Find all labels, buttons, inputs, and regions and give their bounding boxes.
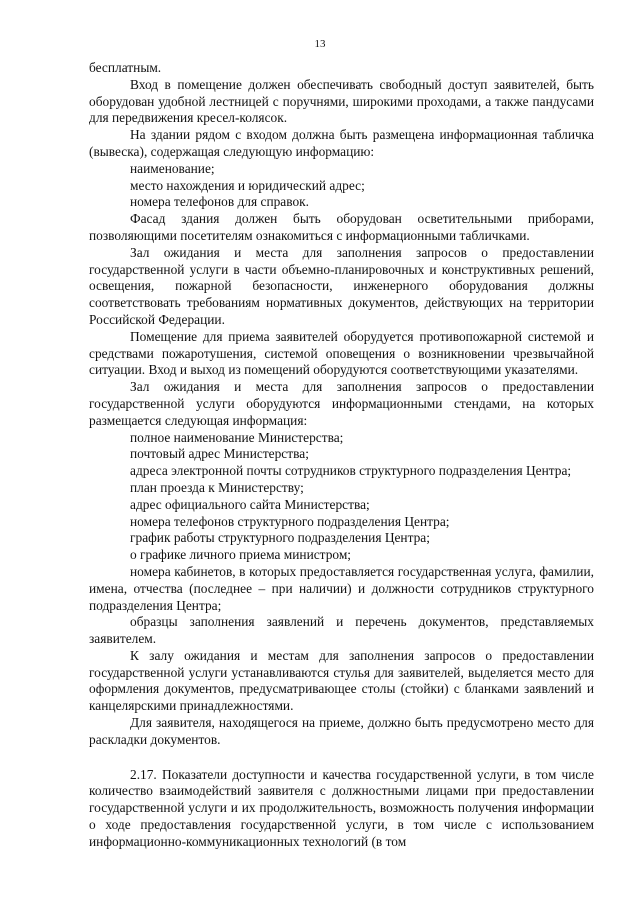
paragraph: бесплатным.: [89, 60, 162, 75]
paragraph: На здании рядом с входом должна быть размещена информационная табличка (вывеска), содержащая следующую информацию:: [89, 127, 594, 159]
page-number: 13: [314, 38, 326, 50]
list-item: место нахождения и юридический адрес;: [130, 177, 365, 193]
list-item: номера телефонов для справок.: [130, 194, 310, 210]
list-item: адреса электронной почты сотрудников структурного подразделения Центра;: [130, 463, 572, 479]
list-item: номера телефонов структурного подразделения Центра;: [130, 513, 450, 529]
paragraph: Зал ожидания и места для заполнения запросов о предоставлении государственной услуги оборудуются информационными стендами, на которых размещается следующая информация:: [89, 379, 594, 428]
list-item: о графике личного приема министром;: [130, 547, 352, 563]
paragraph: образцы заполнения заявлений и перечень документов, представляемых заявителем.: [89, 614, 594, 647]
list-item: полное наименование Министерства;: [130, 429, 344, 445]
paragraph: К залу ожидания и местам для заполнения запросов о предоставлении государственной услуги устанавливаются стулья для заявителей, выделяется место для оформления документов, предусматривающее столы (стойки) с бланками заявлений и канцелярскими принадлежностями.: [89, 647, 594, 714]
document-body: [89, 60, 594, 851]
paragraph: Фасад здания должен быть оборудован осветительными приборами, позволяющими посетителям ознакомиться с информационными табличками.: [89, 211, 594, 243]
paragraph: Вход в помещение должен обеспечивать свободный доступ заявителей, быть оборудован удобной лестницей с поручнями, широкими проходами, а также пандусами для передвижения кресел-колясок.: [89, 76, 594, 126]
paragraph: Для заявителя, находящегося на приеме, должно быть предусмотрено место для раскладки документов.: [89, 715, 594, 747]
list-item: адрес официального сайта Министерства;: [130, 496, 370, 512]
list-item: план проезда к Министерству;: [130, 479, 304, 495]
list-item: наименование;: [130, 160, 215, 176]
paragraph: Зал ожидания и места для заполнения запросов о предоставлении государственной услуги в части объемно-планировочных и конструктивных решений, освещения, пожарной безопасности, инженерного оборудования должны соответствовать требованиям нормативных документов, действующих на территории Российской Федерации.: [89, 244, 594, 327]
paragraph: номера кабинетов, в которых предоставляется государственная услуга, фамилии, имена, отчества (последнее – при наличии) и должности сотрудников структурного подразделения Центра;: [89, 563, 594, 613]
paragraph-gap: [89, 749, 594, 767]
paragraph: Помещение для приема заявителей оборудуется противопожарной системой и средствами пожаротушения, системой оповещения о возникновении чрезвычайной ситуации. Вход и выход из помещений оборудуются соответствующими указателями.: [89, 328, 594, 378]
list-item: график работы структурного подразделения Центра;: [130, 530, 430, 546]
paragraph: 2.17. Показатели доступности и качества государственной услуги, в том числе количество взаимодействий заявителя с должностными лицами при предоставлении государственной услуги и их продолжительность, возможность получения информации о ходе предоставления государственной услуги, в том числе с использованием информационно-коммуникационных технологий (в том: [89, 766, 594, 849]
list-item: почтовый адрес Министерства;: [130, 446, 309, 462]
